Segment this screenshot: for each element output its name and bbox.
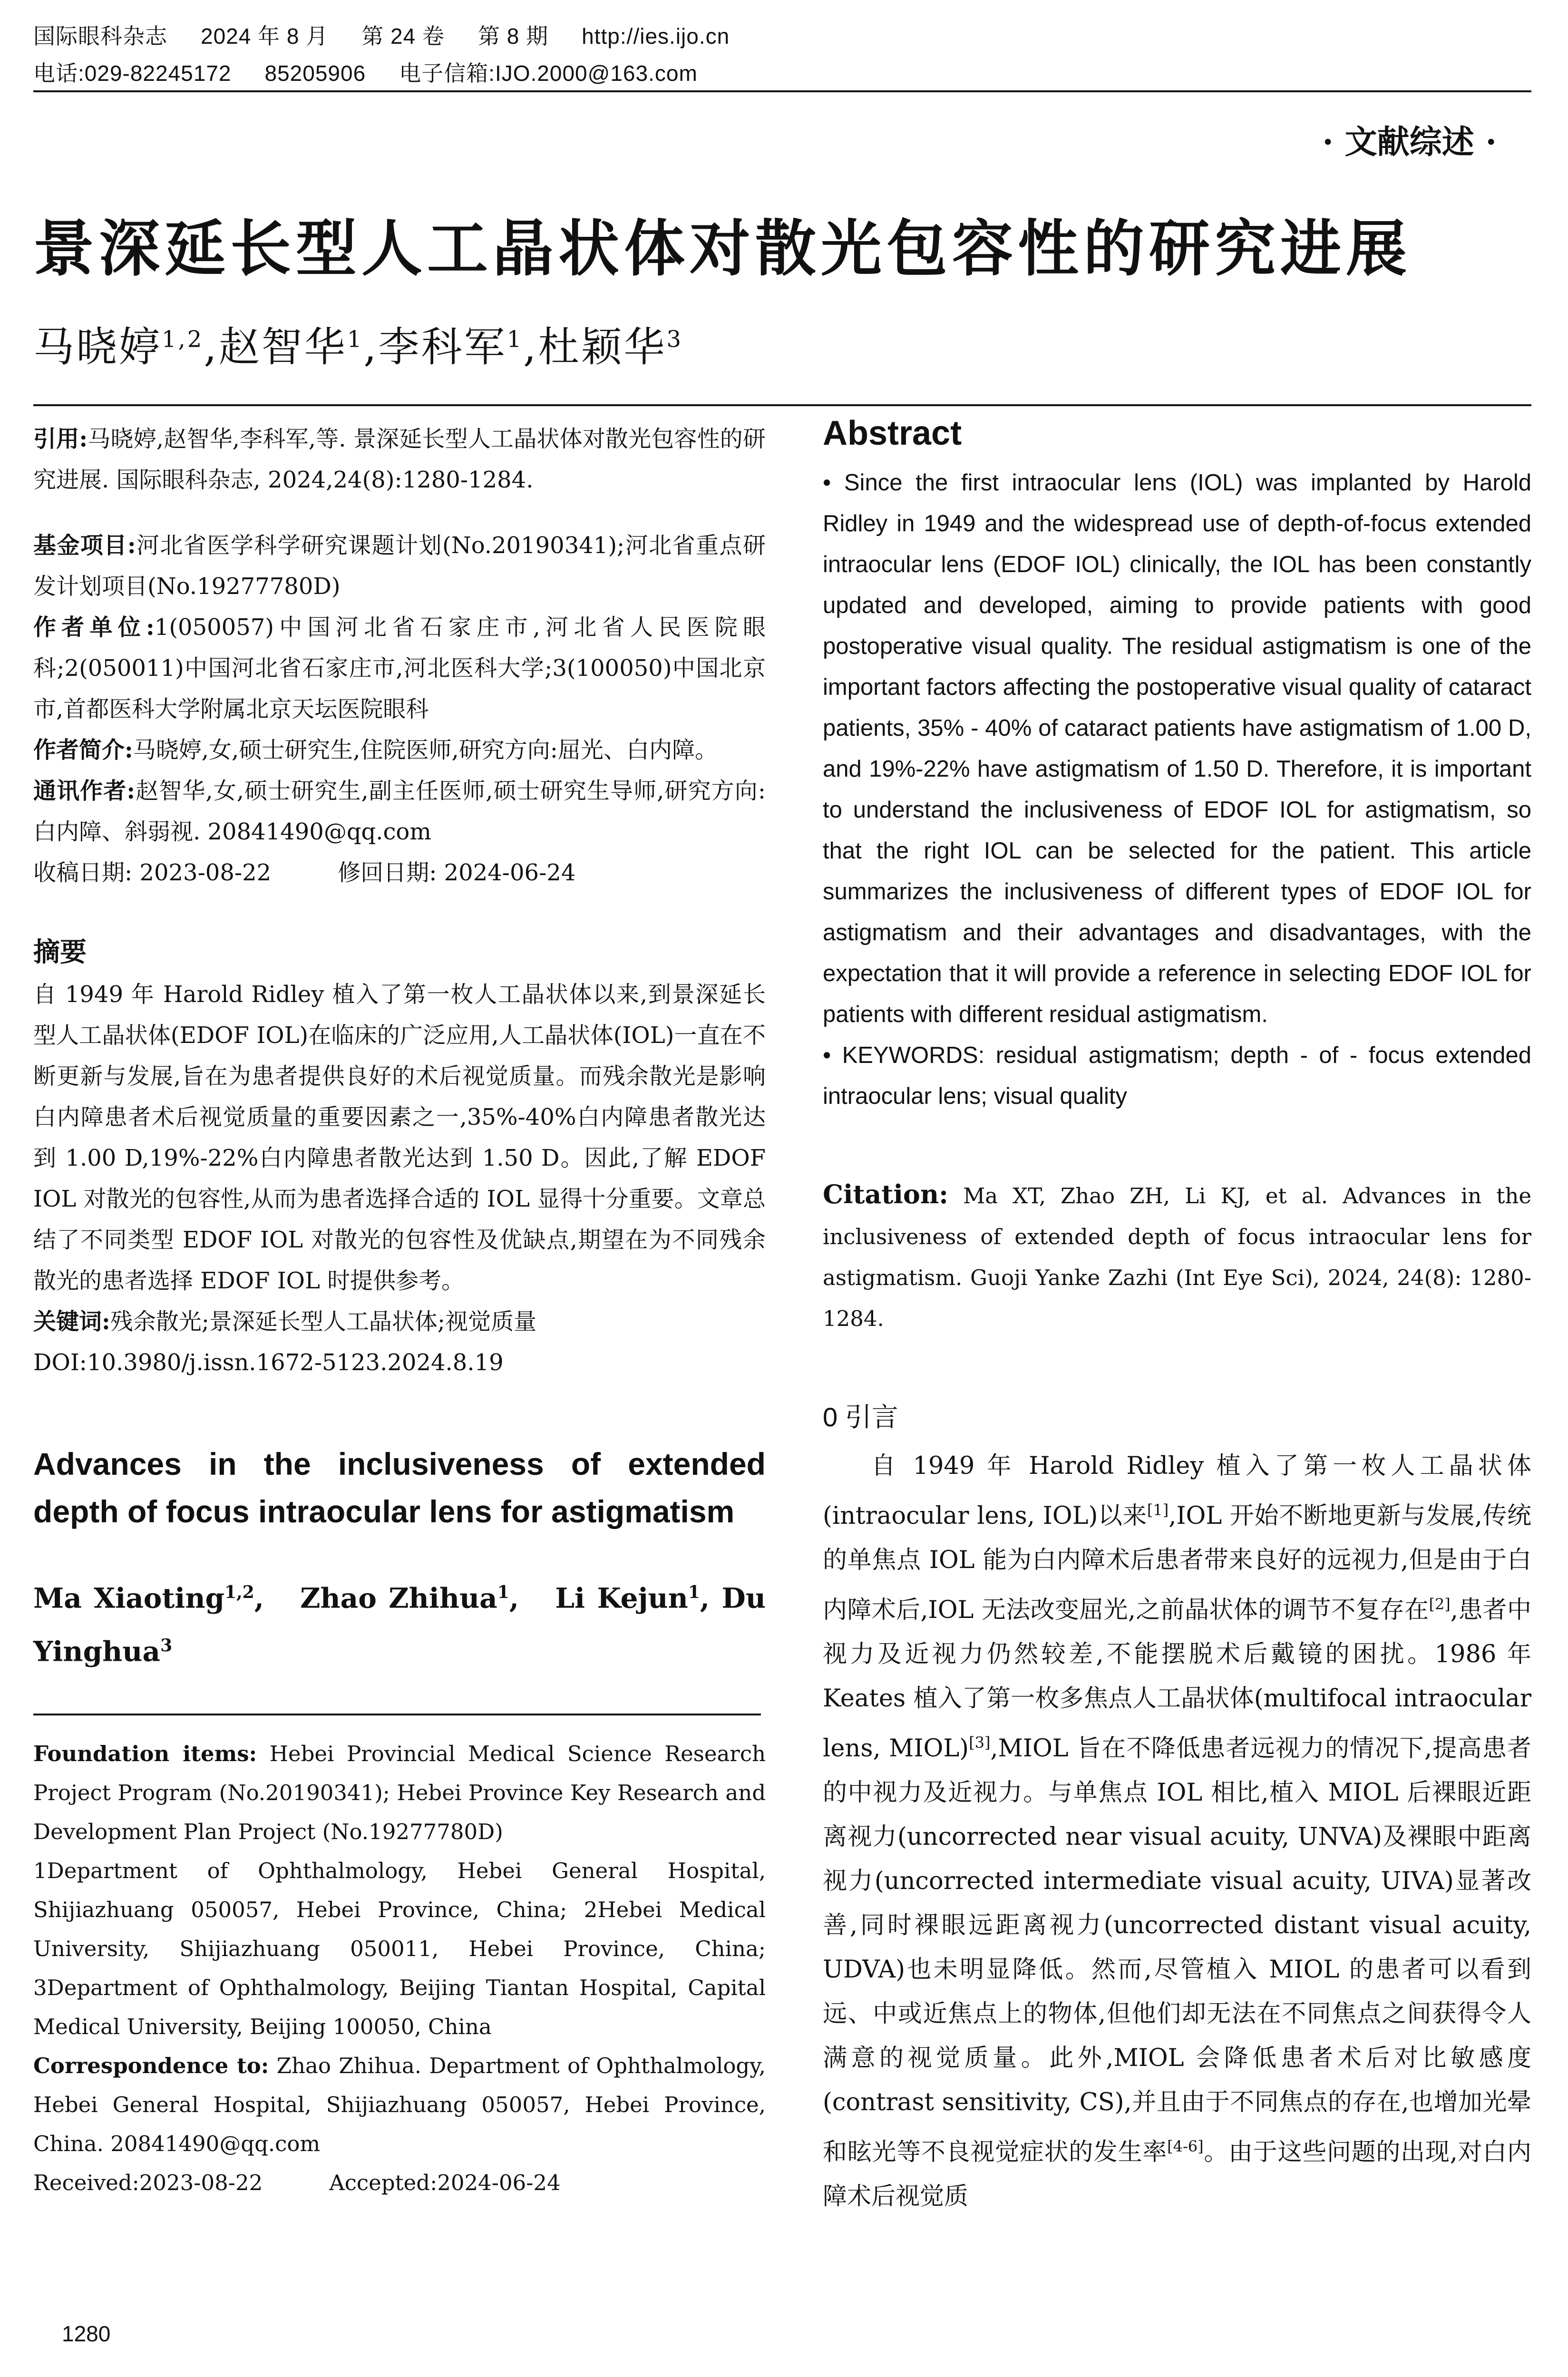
section-tag: · 文献综述 · — [1322, 123, 1497, 161]
author-bio-cn: 作者简介:马晓婷,女,硕士研究生,住院医师,研究方向:屈光、白内障。 — [33, 737, 718, 763]
funding-cn: 基金项目:河北省医学科学研究课题计划(No.20190341);河北省重点研发计划项目(No.19277780D) — [33, 532, 766, 600]
abstract-heading-cn: 摘要 — [33, 936, 87, 968]
reference-marker[interactable]: [2] — [1429, 1595, 1451, 1613]
journal-name: 国际眼科杂志 — [33, 24, 167, 49]
header-rule — [33, 90, 1531, 92]
volume: 第 24 卷 — [361, 24, 445, 49]
english-correspondence: Correspondence to: Zhao Zhihua. Department of Ophthalmology, Hebei General Hospital, Shijiazhuang 050057, Hebei Province, China. 20841490@qq.com — [33, 2053, 766, 2156]
author-affiliation: 3 — [666, 326, 683, 353]
author-affiliation: 1,2 — [162, 326, 204, 353]
english-dates: Received:2023-08-22 Accepted:2024-06-24 — [33, 2170, 561, 2195]
english-title: Advances in the inclusiveness of extended depth of focus intraocular lens for astigmatism — [33, 1446, 766, 1529]
author-list: 马晓婷$^{1,2}$,赵智华$^1$,李科军$^1$,杜颖华$^3$ — [33, 323, 683, 371]
author-name: 赵智华 — [218, 323, 347, 371]
english-funding: Foundation items: Hebei Provincial Medical Science Research Project Program (No.20190341); Hebei Province Key Research and Development Plan Project (No.19277780D) — [33, 1741, 766, 1844]
author-name: 马晓婷 — [33, 323, 162, 371]
article-title: 景深延长型人工晶状体对散光包容性的研究进展 — [33, 213, 1412, 284]
abstract-en: • Since the first intraocular lens (IOL) was implanted by Harold Ridley in 1949 and the widespread use of depth-of-focus extended intraocular lens (EDOF IOL) clinically, the IOL has been constantly updated and developed, aiming to provide patients with good postoperative visual quality. The residual astigmatism is one of the important factors affecting the postoperative visual quality of cataract patients, 35% - 40% of cataract patients have astigmatism of 1.00 D, and 19%-22% have astigmatism of 1.50 D. Therefore, it is important to understand the inclusiveness of EDOF IOL for astigmatism, so that the right IOL can be selected for the patient. This article summarizes the inclusiveness of different types of EDOF IOL for astigmatism and their advantages and disadvantages, with the expectation that it will provide a reference in selecting EDOF IOL for patients with different residual astigmatism. — [823, 470, 1531, 1027]
abstract-heading-en: Abstract — [823, 414, 962, 452]
citation-en: Citation: Ma XT, Zhao ZH, Li KJ, et al. Advances in the inclusiveness of extended depth of focus intraocular lens for astigmatism. Guoji Yanke Zazhi (Int Eye Sci), 2024, 24(8): 1280-1284. — [823, 1179, 1532, 1331]
author-name: 杜颖华 — [538, 323, 667, 371]
affiliation-cn: 作者单位:1(050057)中国河北省石家庄市,河北省人民医院眼科;2(050011)中国河北省石家庄市,河北医科大学;3(100050)中国北京市,首都医科大学附属北京天坛医院眼科 — [33, 614, 766, 722]
keywords-cn: 关键词:残余散光;景深延长型人工晶状体;视觉质量 — [33, 1308, 537, 1335]
page-number: 1280 — [62, 2321, 111, 2346]
reference-marker[interactable]: [1] — [1147, 1501, 1169, 1519]
english-authors: Ma Xiaoting$^{1,2}$, Zhao Zhihua$^1$, Li Kejun$^1$, Du Yinghua$^3$ — [33, 1582, 766, 1668]
keywords-en: • KEYWORDS: residual astigmatism; depth - of - focus extended intraocular lens; visual quality — [823, 1042, 1531, 1109]
issue-date: 2024 年 8 月 — [201, 24, 329, 49]
reference-marker[interactable]: [3] — [969, 1734, 991, 1752]
author-affiliation: 1 — [347, 326, 364, 353]
phone-alt: 85205906 — [264, 61, 366, 86]
running-header-line1 — [33, 19, 763, 50]
journal-url[interactable]: http://ies.ijo.cn — [582, 24, 730, 49]
abstract-cn: 自 1949 年 Harold Ridley 植入了第一枚人工晶状体以来,到景深延长型人工晶状体(EDOF IOL)在临床的广泛应用,人工晶状体(IOL)一直在不断更新与发展,旨在为患者提供良好的术后视觉质量。而残余散光是影响白内障患者术后视觉质量的重要因素之一,35%-40%白内障患者散光达到 1.00 D,19%-22%白内障患者散光达到 1.50 D。因此,了解 EDOF IOL 对散光的包容性,从而为患者选择合适的 IOL 显得十分重要。文章总结了不同类型 EDOF IOL 对散光的包容性及优缺点,期望在为不同残余散光的患者选择 EDOF IOL 时提供参考。 — [33, 981, 766, 1294]
citation-cn: 引用:马晓婷,赵智华,李科军,等. 景深延长型人工晶状体对散光包容性的研究进展. 国际眼科杂志, 2024,24(8):1280-1284. — [33, 426, 766, 493]
author-affiliation: 1 — [506, 326, 524, 353]
english-affiliation: 1Department of Ophthalmology, Hebei General Hospital, Shijiazhuang 050057, Hebei Province, China; 2Hebei Medical University, Shijiazhuang 050011, Hebei Province, China; 3Department of Ophthalmology, Beijing Tiantan Hospital, Capital Medical University, Beijing 100050, China — [33, 1858, 766, 2039]
doi[interactable]: DOI:10.3980/j.issn.1672-5123.2024.8.19 — [33, 1349, 504, 1376]
issue-number: 第 8 期 — [478, 24, 549, 49]
running-header-line2 — [33, 56, 731, 88]
dates-cn: 收稿日期: 2023-08-22 修回日期: 2024-06-24 — [33, 859, 576, 886]
english-header-rule — [33, 1714, 761, 1715]
intro-paragraph: 自 1949 年 Harold Ridley 植入了第一枚人工晶状体(intraocular lens, IOL)以来[1],IOL 开始不断地更新与发展,传统的单焦点 IOL 能为白内障术后患者带来良好的远视力,但是由于白内障术后,IOL 无法改变屈光,之前晶状体的调节不复存在[2],患者中视力及近视力仍然较差,不能摆脱术后戴镜的困扰。1986 年 Keates 植入了第一枚多焦点人工晶状体(multifocal intraocular lens, MIOL)[3],MIOL 旨在不降低患者远视力的情况下,提高患者的中视力及近视力。与单焦点 IOL 相比,植入 MIOL 后裸眼近距离视力(uncorrected near visual acuity, UNVA)及裸眼中距离视力(uncorrected intermediate visual acuity, UIVA)显著改善,同时裸眼远距离视力(uncorrected distant visual acuity, UDVA)也未明显降低。然而,尽管植入 MIOL 的患者可以看到远、中或近焦点上的物体,但他们却无法在不同焦点之间获得令人满意的视觉质量。此外,MIOL 会降低患者术后对比敏感度(contrast sensitivity, CS),并且由于不同焦点的存在,也增加光晕和眩光等不良视觉症状的发生率[4-6]。由于这些问题的出现,对白内障术后视觉质 — [823, 1452, 1531, 2211]
email[interactable]: 电子信箱:IJO.2000@163.com — [399, 61, 698, 86]
correspondence-cn: 通讯作者:赵智华,女,硕士研究生,副主任医师,硕士研究生导师,研究方向:白内障、斜弱视. 20841490@qq.com — [33, 778, 766, 845]
right-column — [823, 404, 1531, 2219]
intro-heading: 0 引言 — [823, 1402, 898, 1432]
reference-marker[interactable]: [4-6] — [1167, 2137, 1204, 2155]
author-name: 李科军 — [378, 323, 507, 371]
left-column — [33, 404, 766, 2202]
phone: 电话:029-82245172 — [33, 61, 232, 86]
